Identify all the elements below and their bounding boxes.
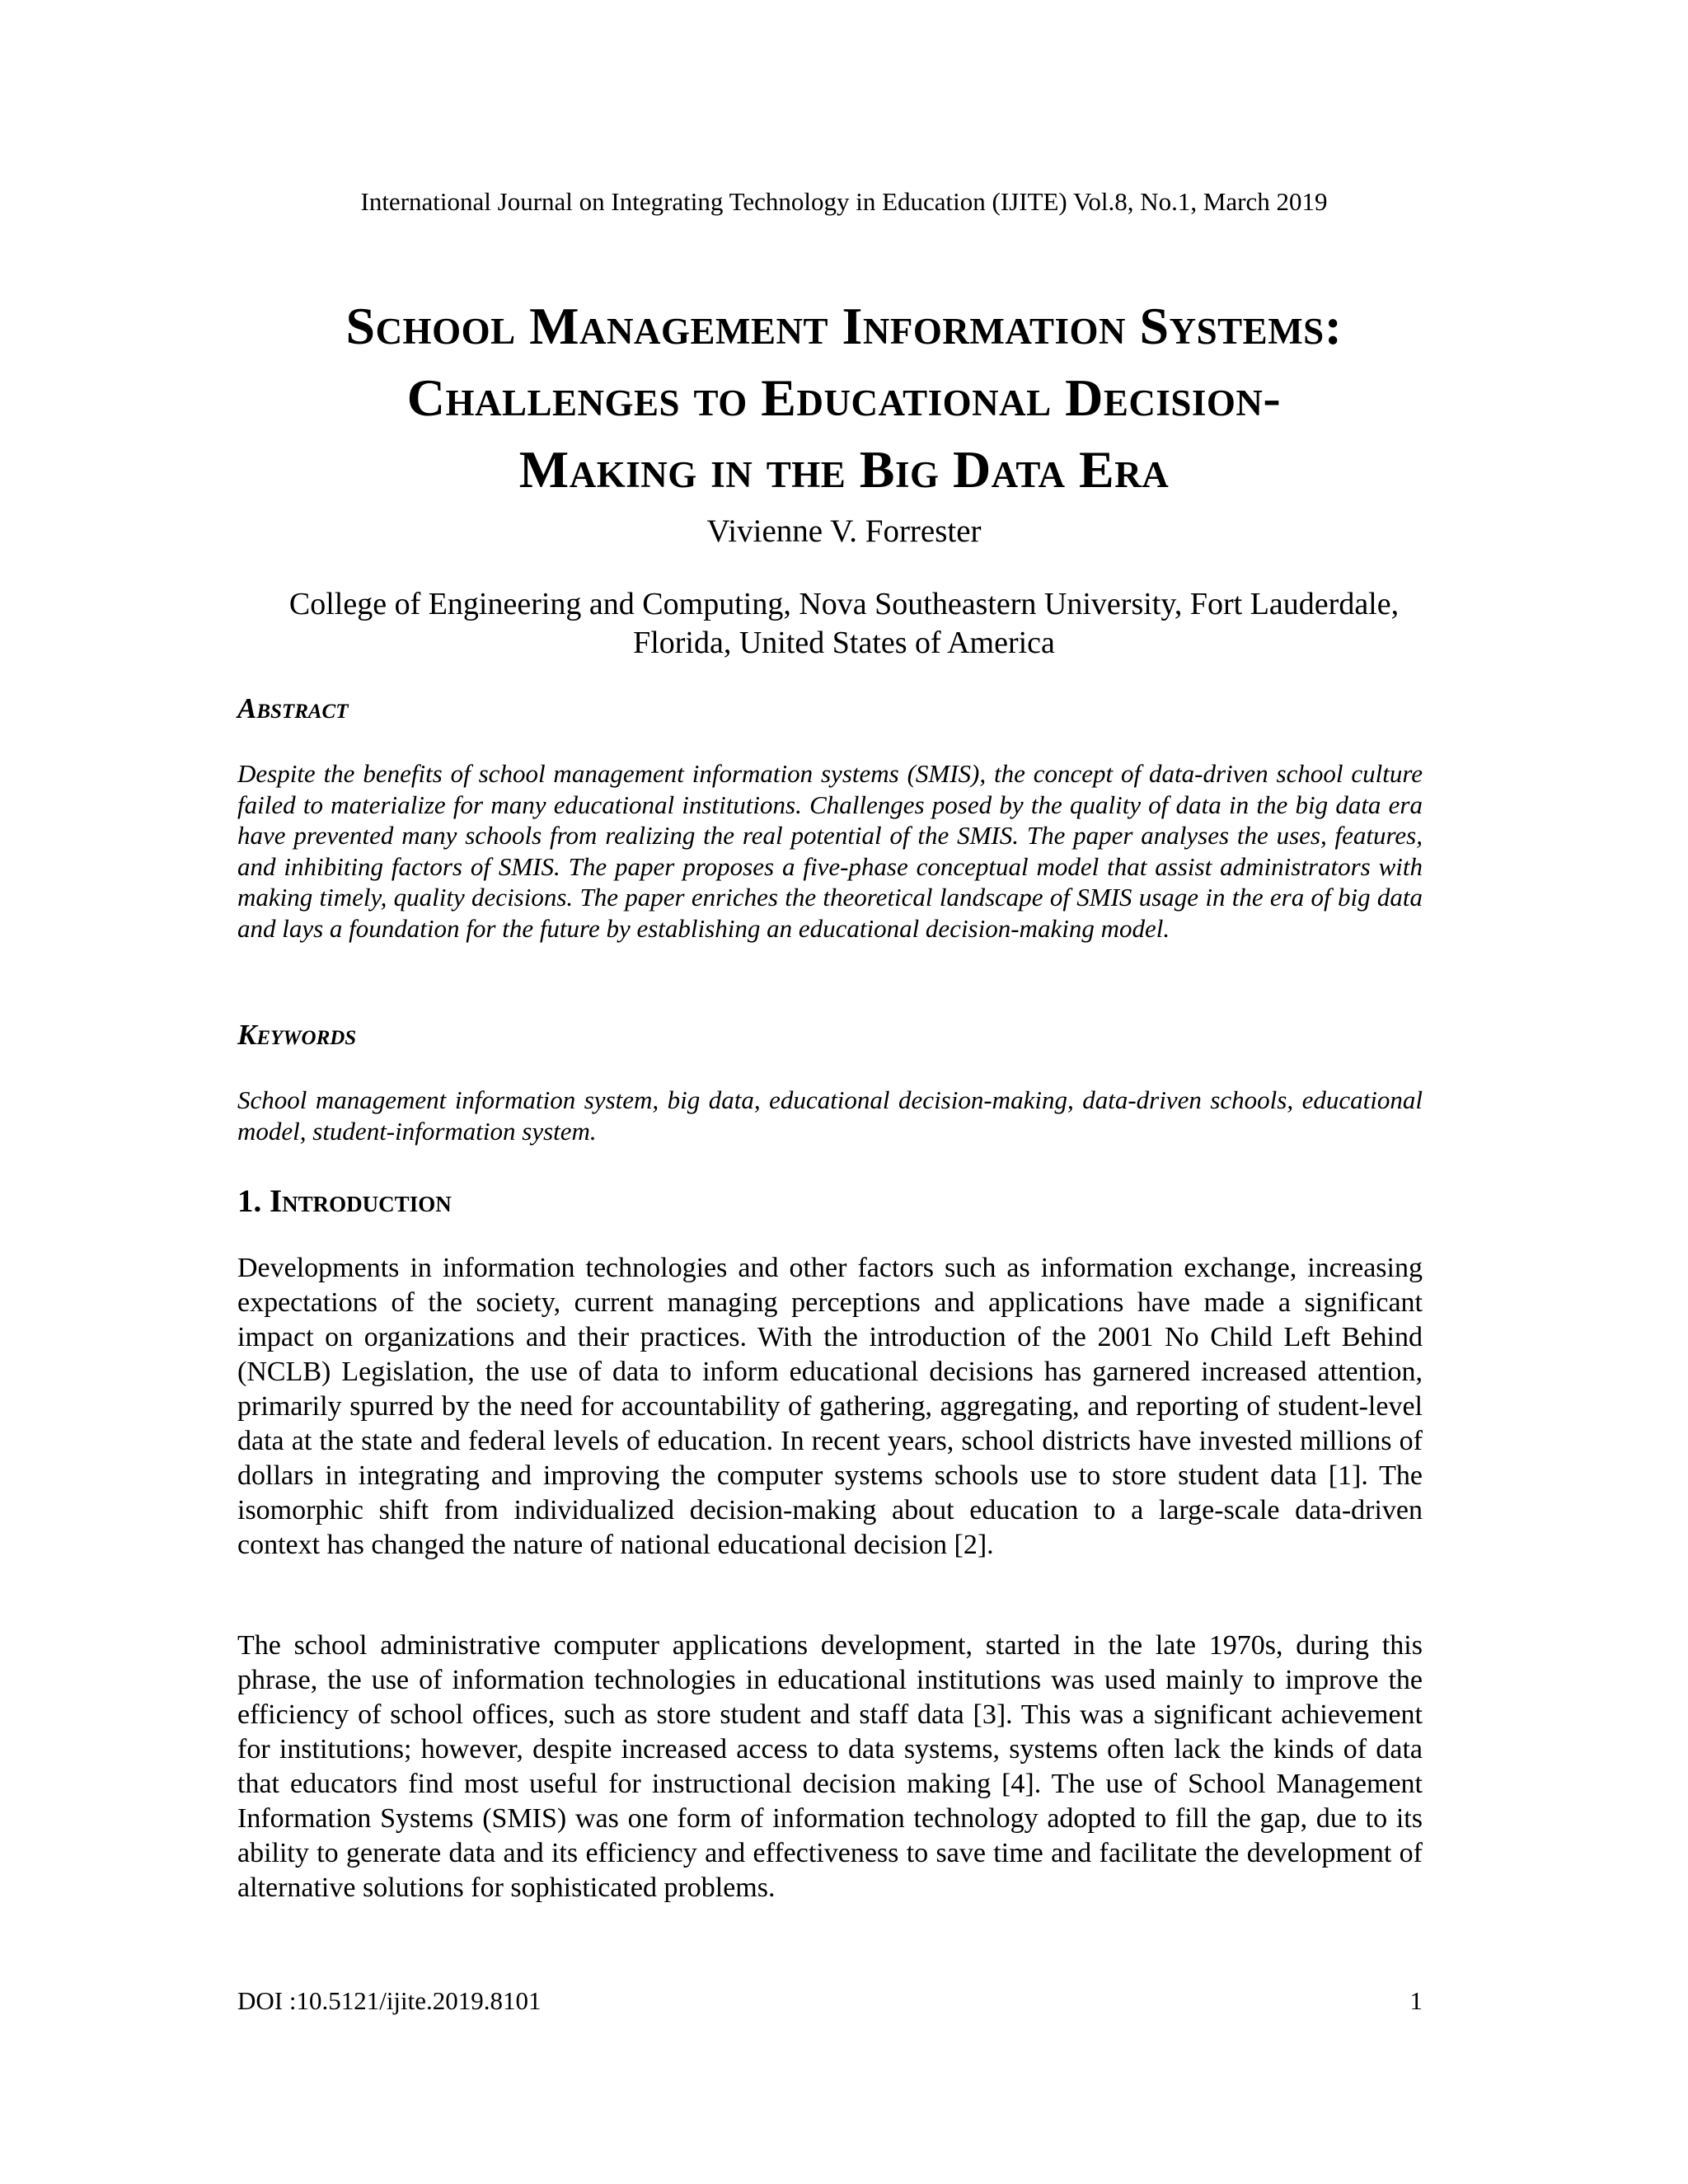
- introduction-paragraph-1: Developments in information technologies and other factors such as information exchange, increasing expectations of the society, current managing perceptions and applications have made a significant impact on organizations and their practices. With the introduction of the 2001 No Child Left Behind (NCLB) Legislation, the use of data to inform educational decisions has garnered increased attention, primarily spurred by the need for accountability of gathering, aggregating, and reporting of student-level data at the state and federal levels of education. In recent years, school districts have invested millions of dollars in integrating and improving the computer systems schools use to store student data [1]. The isomorphic shift from individualized decision-making about education to a large-scale data-driven context has changed the nature of national educational decision [2].: [237, 1253, 1423, 1560]
- abstract-heading: Abstract: [237, 692, 349, 724]
- author-affiliation: [190, 585, 1498, 663]
- title-line-3: Making in the Big Data Era: [518, 440, 1170, 499]
- paper-title: [165, 290, 1523, 505]
- keywords-text: School management information system, big data, educational decision-making, data-driven schools, educational model, student-information system.: [237, 1085, 1423, 1146]
- introduction-paragraph-2: The school administrative computer applications development, started in the late 1970s, during this phrase, the use of information technologies in educational institutions was used mainly to improve the efficiency of school offices, such as store student and staff data [3]. This was a significant achievement for institutions; however, despite increased access to data systems, systems often lack the kinds of data that educators find most useful for instructional decision making [4]. The use of School Management Information Systems (SMIS) was one form of information technology adopted to fill the gap, due to its ability to generate data and its efficiency and effectiveness to save time and facilitate the development of alternative solutions for sophisticated problems.: [237, 1630, 1423, 1903]
- abstract-text: Despite the benefits of school management information systems (SMIS), the concept of data-driven school culture failed to materialize for many educational institutions. Challenges posed by the quality of data in the big data era have prevented many schools from realizing the real potential of the SMIS. The paper analyses the uses, features, and inhibiting factors of SMIS. The paper proposes a five-phase conceptual model that assist administrators with making timely, quality decisions. The paper enriches the theoretical landscape of SMIS usage in the era of big data and lays a foundation for the future by establishing an educational decision-making model.: [237, 759, 1423, 943]
- keywords-heading: Keywords: [237, 1019, 357, 1051]
- affiliation-line-2: Florida, United States of America: [633, 626, 1055, 660]
- introduction-heading: 1. Introduction: [237, 1183, 452, 1219]
- author-name: Vivienne V. Forrester: [706, 513, 982, 549]
- footer-doi: DOI :10.5121/ijite.2019.8101: [237, 1986, 542, 2015]
- affiliation-line-1: College of Engineering and Computing, Nova Southeastern University, Fort Lauderdale,: [288, 587, 1400, 621]
- page-number: 1: [1409, 1986, 1423, 2015]
- title-line-2: Challenges to Educational Decision-: [406, 368, 1282, 427]
- title-line-1: School Management Information Systems:: [345, 297, 1343, 355]
- running-header: International Journal on Integrating Technology in Education (IJITE) Vol.8, No.1, March 2019: [360, 187, 1328, 216]
